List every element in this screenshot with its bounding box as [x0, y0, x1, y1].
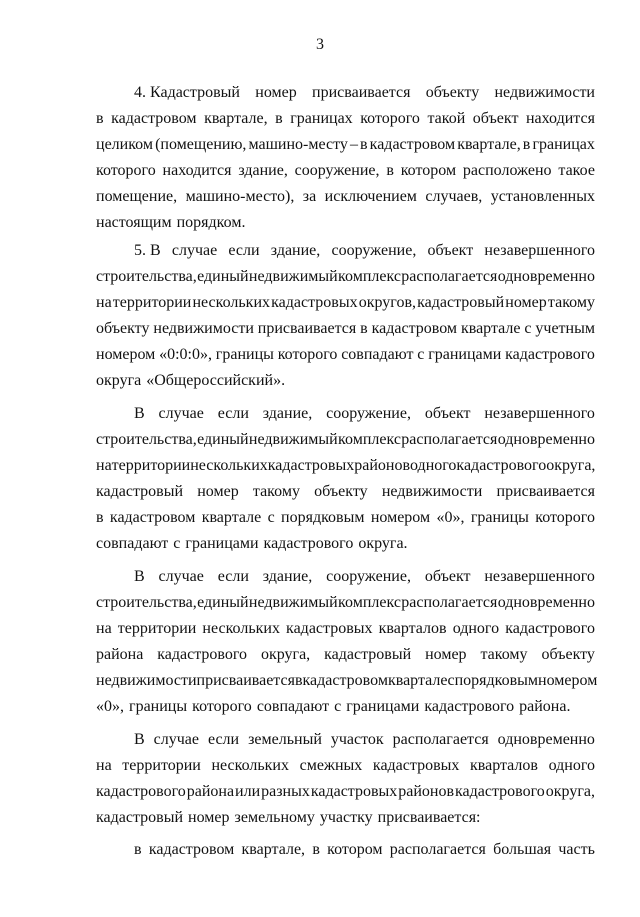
word: незавершенного: [484, 568, 595, 585]
word: помещение,: [96, 188, 178, 205]
text-line: [96, 316, 595, 342]
word: кадастровый: [324, 646, 412, 663]
word: кадастровом: [302, 672, 388, 689]
word: кадастровый: [417, 294, 505, 311]
word: В: [134, 568, 145, 585]
word: с: [334, 698, 342, 715]
word: в: [134, 841, 142, 858]
word: единый: [197, 268, 249, 285]
word: присваивается: [257, 320, 357, 337]
word: комплекс: [338, 431, 401, 448]
word: единый: [197, 431, 249, 448]
text-line: [96, 184, 595, 210]
word: объект: [424, 568, 471, 585]
word: одного: [548, 757, 595, 774]
word: номер: [255, 84, 297, 101]
text-line: [96, 368, 595, 394]
word: незавершенного: [484, 242, 595, 259]
word: часть: [558, 841, 595, 858]
word: районов: [398, 783, 455, 800]
word: на: [96, 757, 112, 774]
text-line: [96, 694, 595, 720]
word: недвижимости: [381, 483, 483, 500]
word: нескольких: [211, 757, 289, 774]
word: если: [207, 731, 240, 748]
word: целиком: [96, 136, 153, 153]
word: расположено: [462, 162, 552, 179]
word: кадастровом: [371, 320, 458, 337]
paragraph: [96, 727, 595, 831]
word: одновременно: [497, 268, 595, 285]
word: здание,: [238, 162, 288, 179]
word: в: [275, 110, 283, 127]
word: кварталов: [469, 757, 538, 774]
word: машино-место),: [185, 188, 295, 205]
paragraph: [96, 401, 595, 557]
paragraph: [96, 238, 595, 394]
word: на: [96, 294, 112, 311]
word: нескольких: [192, 294, 271, 311]
word: территории: [112, 294, 192, 311]
text-line: [96, 564, 595, 590]
word: кадастровом: [369, 136, 456, 153]
word: округа,: [546, 457, 596, 474]
word: здание,: [270, 242, 321, 259]
word: нескольких: [202, 620, 280, 637]
text-line: [96, 642, 595, 668]
word: располагается: [401, 431, 498, 448]
word: территории: [111, 457, 191, 474]
word: округа,: [545, 783, 595, 800]
word: в: [96, 509, 104, 526]
word: с: [267, 509, 275, 526]
word: в: [386, 162, 394, 179]
word: номер: [505, 294, 547, 311]
word: границы: [215, 346, 274, 363]
word: границами: [346, 698, 420, 715]
word: установленных: [490, 188, 595, 205]
word: большая: [493, 841, 552, 858]
text-line: [96, 616, 595, 642]
word: которого: [360, 110, 420, 127]
word: в: [522, 136, 531, 153]
paragraph: [96, 80, 595, 236]
word: разных: [261, 783, 310, 800]
word: в: [360, 136, 368, 153]
text-line: [96, 106, 595, 132]
word: присваивается: [312, 84, 411, 101]
word: границы: [470, 509, 529, 526]
word: учетным: [535, 320, 595, 337]
word: объект: [472, 110, 519, 127]
word: строительства,: [96, 594, 197, 611]
document-body: [96, 80, 598, 863]
word: кадастрового: [424, 698, 515, 715]
word: номер: [197, 483, 239, 500]
word: района.: [519, 698, 571, 715]
word: если: [217, 568, 249, 585]
word: недвижимости: [494, 84, 595, 101]
word: если: [217, 405, 249, 422]
word: с: [447, 672, 455, 689]
word: исключением: [324, 188, 417, 205]
word: кварталов: [378, 620, 447, 637]
word: располагается: [401, 594, 498, 611]
word: такому: [252, 483, 300, 500]
word: комплекс: [338, 594, 401, 611]
word: которого: [96, 162, 156, 179]
word: объекту: [541, 646, 595, 663]
word: района: [96, 646, 144, 663]
word: номер: [425, 646, 467, 663]
word: на: [96, 457, 112, 474]
word: за: [302, 188, 317, 205]
word: случае: [153, 731, 199, 748]
text-line: [96, 590, 595, 616]
word: (помещению,: [155, 136, 247, 153]
word: находится: [525, 110, 595, 127]
word: объекту: [425, 84, 480, 101]
word: «Общероссийский».: [146, 372, 286, 389]
text-line: [96, 158, 595, 184]
word: настоящим: [96, 214, 172, 231]
word: округов,: [358, 294, 417, 311]
text-line: [96, 401, 595, 427]
word: присваивается: [496, 483, 595, 500]
word: такой: [427, 110, 466, 127]
word: границах: [290, 110, 353, 127]
paragraph: [96, 564, 598, 720]
word: «0»,: [436, 509, 465, 526]
word: квартале,: [204, 110, 268, 127]
text-line: [96, 290, 595, 316]
word: территории: [117, 620, 197, 637]
text-line: [96, 453, 595, 479]
word: случаев,: [425, 188, 483, 205]
word: одного: [452, 620, 500, 637]
word: порядковым: [454, 672, 539, 689]
word: номером: [96, 346, 156, 363]
word: номером: [370, 509, 431, 526]
word: кадастровый: [96, 809, 184, 826]
word: квартале: [460, 320, 521, 337]
word: территории: [122, 757, 201, 774]
word: кадастрового: [157, 646, 248, 663]
word: кадастровых: [271, 294, 358, 311]
word: котором: [327, 841, 383, 858]
word: одновременно: [497, 731, 595, 748]
text-line: [96, 264, 595, 290]
word: кадастрового: [456, 457, 547, 474]
word: порядком.: [176, 214, 246, 231]
page-number: 3: [316, 36, 324, 53]
word: участку: [319, 809, 373, 826]
word: одновременно: [497, 431, 595, 448]
text-line: [96, 837, 595, 863]
word: «0:0:0»,: [159, 346, 212, 363]
word: присваивается: [196, 672, 295, 689]
word: недвижимый: [248, 594, 338, 611]
word: кадастрового: [505, 346, 595, 363]
word: округа,: [260, 646, 311, 663]
word: машино-месту: [248, 136, 348, 153]
word: одного: [410, 457, 457, 474]
paragraph: [96, 837, 595, 863]
word: на: [96, 620, 112, 637]
word: сооружение,: [331, 242, 417, 259]
text-line: [96, 805, 595, 831]
word: границами: [428, 346, 502, 363]
word: кадастровых: [372, 757, 460, 774]
word: единый: [197, 594, 249, 611]
word: или: [235, 783, 261, 800]
word: объект: [427, 242, 474, 259]
word: недвижимый: [248, 268, 338, 285]
word: округа.: [358, 535, 408, 552]
word: районов: [354, 457, 411, 474]
word: кадастровом: [111, 110, 197, 127]
word: границами: [185, 535, 259, 552]
word: земельному: [234, 809, 315, 826]
text-line: [96, 779, 595, 805]
text-line: [96, 342, 595, 368]
word: границы: [129, 698, 188, 715]
word: в: [96, 110, 104, 127]
word: квартале,: [457, 136, 521, 153]
word: такому: [480, 646, 528, 663]
word: которого: [192, 698, 252, 715]
word: которого: [535, 509, 595, 526]
word: присваивается:: [377, 809, 481, 826]
text-line: [96, 210, 595, 236]
text-line: [96, 668, 598, 694]
word: сооружение,: [294, 162, 380, 179]
word: в: [312, 841, 320, 858]
text-line: [96, 427, 595, 453]
word: квартале: [201, 509, 262, 526]
text-line: [96, 80, 595, 106]
text-line: [96, 753, 595, 779]
word: комплекс: [338, 268, 401, 285]
word: кадастрового: [455, 783, 545, 800]
word: В: [134, 405, 145, 422]
word: с: [417, 346, 425, 363]
word: кадастровый: [96, 483, 184, 500]
word: случае: [158, 405, 204, 422]
word: в: [360, 320, 368, 337]
word: 5. В: [134, 242, 161, 259]
word: нескольких: [190, 457, 268, 474]
word: случае: [171, 242, 218, 259]
text-line: [96, 505, 595, 531]
word: совпадают: [256, 698, 330, 715]
word: –: [349, 136, 358, 153]
word: если: [228, 242, 260, 259]
word: которого: [277, 346, 338, 363]
word: с: [524, 320, 532, 337]
text-line: [96, 132, 595, 158]
text-line: [96, 238, 595, 264]
word: здание,: [262, 405, 313, 422]
word: квартале: [387, 672, 448, 689]
word: кадастровом: [109, 509, 196, 526]
word: квартале,: [241, 841, 306, 858]
word: В: [134, 731, 145, 748]
word: котором: [400, 162, 457, 179]
word: объекту: [314, 483, 368, 500]
word: сооружение,: [326, 568, 411, 585]
word: сооружение,: [326, 405, 411, 422]
word: кадастрового: [505, 620, 595, 637]
word: номером: [538, 672, 598, 689]
word: недвижимости: [96, 672, 197, 689]
word: с: [173, 535, 181, 552]
word: 4. Кадастровый: [134, 84, 240, 101]
word: «0»,: [96, 698, 124, 715]
word: недвижимый: [248, 431, 338, 448]
word: района: [186, 783, 235, 800]
word: объекту: [96, 320, 150, 337]
word: одновременно: [497, 594, 595, 611]
word: земельный: [248, 731, 322, 748]
word: совпадают: [96, 535, 169, 552]
word: номер: [188, 809, 230, 826]
word: располагается: [389, 841, 486, 858]
text-line: [96, 531, 595, 557]
word: такое: [558, 162, 595, 179]
word: недвижимости: [153, 320, 254, 337]
word: кадастровых: [310, 783, 398, 800]
word: округа: [96, 372, 142, 389]
text-line: [96, 479, 595, 505]
word: порядковым: [281, 509, 365, 526]
word: незавершенного: [484, 405, 595, 422]
word: в: [294, 672, 303, 689]
word: располагается: [401, 268, 498, 285]
word: строительства,: [96, 268, 197, 285]
word: строительства,: [96, 431, 197, 448]
word: кадастровых: [286, 620, 373, 637]
word: совпадают: [341, 346, 414, 363]
word: участок: [330, 731, 384, 748]
word: объект: [424, 405, 471, 422]
word: находится: [162, 162, 232, 179]
word: кадастрового: [263, 535, 354, 552]
word: такому: [547, 294, 595, 311]
text-line: [96, 727, 595, 753]
word: здание,: [262, 568, 313, 585]
word: кадастровых: [267, 457, 355, 474]
word: границах: [532, 136, 595, 153]
word: случае: [158, 568, 204, 585]
word: смежных: [299, 757, 363, 774]
word: располагается: [392, 731, 489, 748]
word: кадастровом: [148, 841, 235, 858]
word: кадастрового: [96, 783, 186, 800]
